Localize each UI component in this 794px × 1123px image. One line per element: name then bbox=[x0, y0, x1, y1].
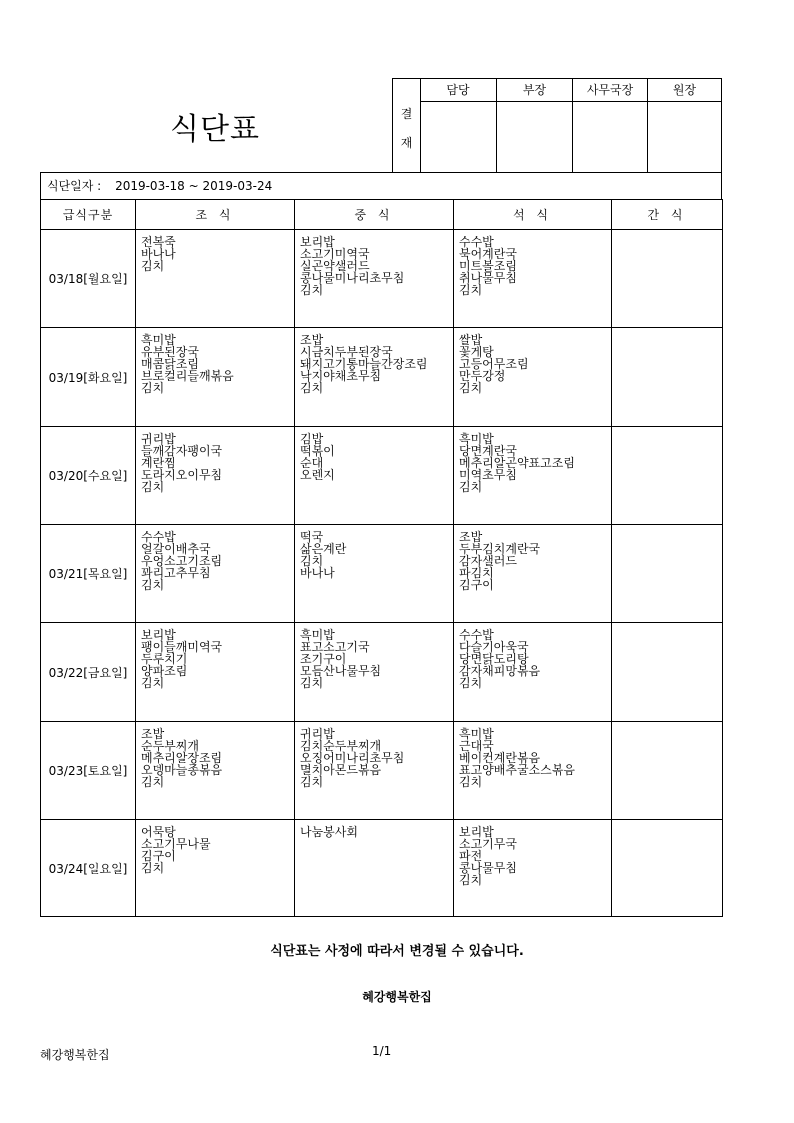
menu-item: 우엉소고기조림 bbox=[141, 554, 223, 568]
menu-item: 삶은계란 bbox=[300, 542, 347, 556]
menu-item: 계란찜 bbox=[141, 456, 176, 470]
menu-item: 흑미밥 bbox=[300, 628, 335, 642]
meal-cell-breakfast bbox=[136, 230, 295, 328]
change-notice: 식단표는 사정에 따라서 변경될 수 있습니다. bbox=[270, 944, 524, 959]
table-header-row bbox=[41, 200, 723, 230]
menu-item: 소고기미역국 bbox=[300, 247, 370, 261]
page-number: 1/1 bbox=[372, 1044, 392, 1058]
menu-item: 시금치두부된장국 bbox=[300, 345, 393, 359]
table-row bbox=[41, 623, 723, 722]
approval-role: 부장 bbox=[497, 79, 572, 102]
menu-item: 떡볶이 bbox=[300, 444, 335, 458]
menu-item: 수수밥 bbox=[459, 628, 494, 642]
menu-item: 김치 bbox=[459, 676, 483, 690]
menu-item: 조밥 bbox=[459, 530, 483, 544]
menu-item: 메추리알곤약표고조림 bbox=[459, 456, 575, 470]
menu-item: 베이컨계란볶음 bbox=[459, 751, 541, 765]
menu-item: 떡국 bbox=[300, 530, 324, 544]
approval-box bbox=[392, 78, 722, 173]
meal-date: 03/19[화요일] bbox=[41, 328, 136, 427]
menu-item: 당면계란국 bbox=[459, 444, 517, 458]
menu-item: 보리밥 bbox=[459, 825, 494, 839]
menu-item: 낙지야채초무침 bbox=[300, 369, 382, 383]
organization-name: 혜강행복한집 bbox=[362, 990, 432, 1004]
table-row bbox=[41, 820, 723, 917]
menu-item: 흑미밥 bbox=[459, 727, 494, 741]
meal-cell-breakfast bbox=[136, 525, 295, 623]
meal-cell-breakfast bbox=[136, 328, 295, 427]
menu-item: 김치 bbox=[141, 861, 165, 875]
meal-cell-dinner bbox=[454, 525, 612, 623]
approval-side-char-2: 재 bbox=[400, 136, 413, 150]
menu-item: 김치 bbox=[459, 873, 483, 887]
meal-cell-dinner bbox=[454, 328, 612, 427]
meal-cell-snack bbox=[612, 820, 723, 917]
menu-item: 김구이 bbox=[141, 849, 176, 863]
menu-item: 귀리밥 bbox=[300, 727, 335, 741]
meal-cell-snack bbox=[612, 328, 723, 427]
menu-item: 표고소고기국 bbox=[300, 640, 370, 654]
menu-item: 취나물무침 bbox=[459, 271, 517, 285]
menu-item: 보리밥 bbox=[300, 235, 335, 249]
menu-item: 소고기무나물 bbox=[141, 837, 211, 851]
footer-organization: 혜강행복한집 bbox=[40, 1048, 110, 1062]
date-range-label: 식단일자 : bbox=[47, 179, 102, 193]
header-dinner: 석 식 bbox=[454, 200, 612, 230]
meal-cell-snack bbox=[612, 722, 723, 820]
menu-date-range bbox=[40, 172, 722, 200]
meal-cell-lunch bbox=[295, 427, 454, 525]
menu-item: 김치 bbox=[141, 578, 165, 592]
menu-item: 쌀밥 bbox=[459, 333, 483, 347]
menu-item: 전복죽 bbox=[141, 235, 176, 249]
menu-item: 보리밥 bbox=[141, 628, 176, 642]
menu-item: 김치 bbox=[141, 676, 165, 690]
header-category: 급식구분 bbox=[41, 200, 136, 230]
menu-item: 순대 bbox=[300, 456, 324, 470]
menu-item: 김치 bbox=[459, 480, 483, 494]
meal-cell-dinner bbox=[454, 623, 612, 722]
menu-item: 두루치기 bbox=[141, 652, 188, 666]
meal-cell-lunch bbox=[295, 623, 454, 722]
menu-item: 김치 bbox=[300, 283, 324, 297]
meal-date: 03/21[목요일] bbox=[41, 525, 136, 623]
approval-col-3 bbox=[573, 79, 648, 172]
menu-item: 고등어무조림 bbox=[459, 357, 529, 371]
meal-cell-lunch bbox=[295, 525, 454, 623]
meal-date: 03/22[금요일] bbox=[41, 623, 136, 722]
menu-item: 조밥 bbox=[300, 333, 324, 347]
date-range-value: 2019-03-18 ~ 2019-03-24 bbox=[115, 179, 273, 193]
meal-cell-dinner bbox=[454, 820, 612, 917]
approval-col-4 bbox=[648, 79, 721, 172]
approval-col-2 bbox=[497, 79, 573, 172]
meal-table bbox=[40, 199, 723, 917]
meal-cell-snack bbox=[612, 427, 723, 525]
menu-item: 다슬기아욱국 bbox=[459, 640, 529, 654]
meal-cell-dinner bbox=[454, 722, 612, 820]
menu-item: 파전 bbox=[459, 849, 483, 863]
menu-item: 김구이 bbox=[459, 578, 494, 592]
meal-cell-lunch bbox=[295, 820, 454, 917]
meal-cell-dinner bbox=[454, 230, 612, 328]
table-row bbox=[41, 525, 723, 623]
menu-item: 소고기무국 bbox=[459, 837, 517, 851]
approval-col-1 bbox=[420, 79, 497, 172]
menu-item: 도라지오이무침 bbox=[141, 468, 223, 482]
menu-item: 실곤약샐러드 bbox=[300, 259, 370, 273]
menu-item: 브로컬리들깨볶음 bbox=[141, 369, 234, 383]
menu-item: 미트볼조림 bbox=[459, 259, 517, 273]
menu-item: 멸치아몬드볶음 bbox=[300, 763, 382, 777]
meal-date: 03/18[월요일] bbox=[41, 230, 136, 328]
menu-item: 김치 bbox=[141, 259, 165, 273]
menu-item: 감자채피망볶음 bbox=[459, 664, 541, 678]
meal-cell-snack bbox=[612, 525, 723, 623]
approval-side-char-1: 결 bbox=[400, 107, 413, 121]
meal-cell-snack bbox=[612, 623, 723, 722]
page-title: 식단표 bbox=[170, 112, 260, 147]
table-row bbox=[41, 328, 723, 427]
table-row bbox=[41, 722, 723, 820]
menu-item: 김밥 bbox=[300, 432, 324, 446]
header-lunch: 중 식 bbox=[295, 200, 454, 230]
menu-item: 돼지고기통마늘간장조림 bbox=[300, 357, 428, 371]
meal-cell-snack bbox=[612, 230, 723, 328]
approval-role: 사무국장 bbox=[573, 79, 647, 102]
meal-cell-breakfast bbox=[136, 820, 295, 917]
meal-cell-breakfast bbox=[136, 722, 295, 820]
meal-cell-lunch bbox=[295, 230, 454, 328]
meal-date: 03/24[일요일] bbox=[41, 820, 136, 917]
meal-cell-breakfast bbox=[136, 427, 295, 525]
approval-role: 담당 bbox=[420, 79, 496, 102]
meal-date: 03/23[토요일] bbox=[41, 722, 136, 820]
header-breakfast: 조 식 bbox=[136, 200, 295, 230]
menu-item: 꽃게탕 bbox=[459, 345, 494, 359]
menu-item: 김치 bbox=[141, 381, 165, 395]
menu-item: 오렌지 bbox=[300, 468, 335, 482]
menu-item: 오징어미나리초무침 bbox=[300, 751, 405, 765]
meal-cell-breakfast bbox=[136, 623, 295, 722]
menu-item: 김치 bbox=[300, 775, 324, 789]
menu-item: 흑미밥 bbox=[141, 333, 176, 347]
menu-item: 조기구이 bbox=[300, 652, 347, 666]
meal-cell-dinner bbox=[454, 427, 612, 525]
menu-item: 수수밥 bbox=[141, 530, 176, 544]
menu-item: 모듬산나물무침 bbox=[300, 664, 382, 678]
menu-item: 어묵탕 bbox=[141, 825, 176, 839]
menu-item: 표고양배추굴소스볶음 bbox=[459, 763, 575, 777]
menu-item: 북어계란국 bbox=[459, 247, 517, 261]
menu-item: 팽이들깨미역국 bbox=[141, 640, 223, 654]
menu-item: 오뎅마늘종볶음 bbox=[141, 763, 223, 777]
menu-item: 김치 bbox=[459, 283, 483, 297]
menu-item: 김치 bbox=[459, 381, 483, 395]
menu-item: 김치 bbox=[141, 775, 165, 789]
menu-item: 꽈리고추무침 bbox=[141, 566, 211, 580]
menu-item: 김치 bbox=[300, 554, 324, 568]
menu-item: 수수밥 bbox=[459, 235, 494, 249]
menu-item: 들깨감자팽이국 bbox=[141, 444, 223, 458]
menu-item: 김치순두부찌개 bbox=[300, 739, 382, 753]
menu-item: 근대국 bbox=[459, 739, 494, 753]
table-row bbox=[41, 427, 723, 525]
table-row bbox=[41, 230, 723, 328]
meal-cell-lunch bbox=[295, 328, 454, 427]
menu-item: 두부김치계란국 bbox=[459, 542, 541, 556]
menu-item: 매콤닭조림 bbox=[141, 357, 199, 371]
menu-item: 나눔봉사회 bbox=[300, 825, 358, 839]
menu-item: 김치 bbox=[300, 676, 324, 690]
menu-item: 순두부찌개 bbox=[141, 739, 199, 753]
menu-item: 바나나 bbox=[300, 566, 335, 580]
menu-item: 바나나 bbox=[141, 247, 176, 261]
menu-item: 콩나물무침 bbox=[459, 861, 517, 875]
menu-item: 얼갈이배추국 bbox=[141, 542, 211, 556]
menu-item: 콩나물미나리초무침 bbox=[300, 271, 405, 285]
meal-date: 03/20[수요일] bbox=[41, 427, 136, 525]
menu-item: 흑미밥 bbox=[459, 432, 494, 446]
approval-side-label bbox=[393, 79, 421, 172]
menu-item: 김치 bbox=[300, 381, 324, 395]
meal-cell-lunch bbox=[295, 722, 454, 820]
header-snack: 간 식 bbox=[612, 200, 723, 230]
menu-item: 당면닭도리탕 bbox=[459, 652, 529, 666]
menu-item: 파김치 bbox=[459, 566, 494, 580]
menu-item: 김치 bbox=[459, 775, 483, 789]
menu-item: 양파조림 bbox=[141, 664, 188, 678]
menu-item: 조밥 bbox=[141, 727, 165, 741]
approval-role: 원장 bbox=[648, 79, 721, 102]
menu-item: 만두강정 bbox=[459, 369, 506, 383]
menu-item: 미역초무침 bbox=[459, 468, 517, 482]
menu-item: 메추리알장조림 bbox=[141, 751, 223, 765]
menu-item: 유부된장국 bbox=[141, 345, 199, 359]
menu-item: 감자샐러드 bbox=[459, 554, 517, 568]
menu-item: 귀리밥 bbox=[141, 432, 176, 446]
menu-item: 김치 bbox=[141, 480, 165, 494]
